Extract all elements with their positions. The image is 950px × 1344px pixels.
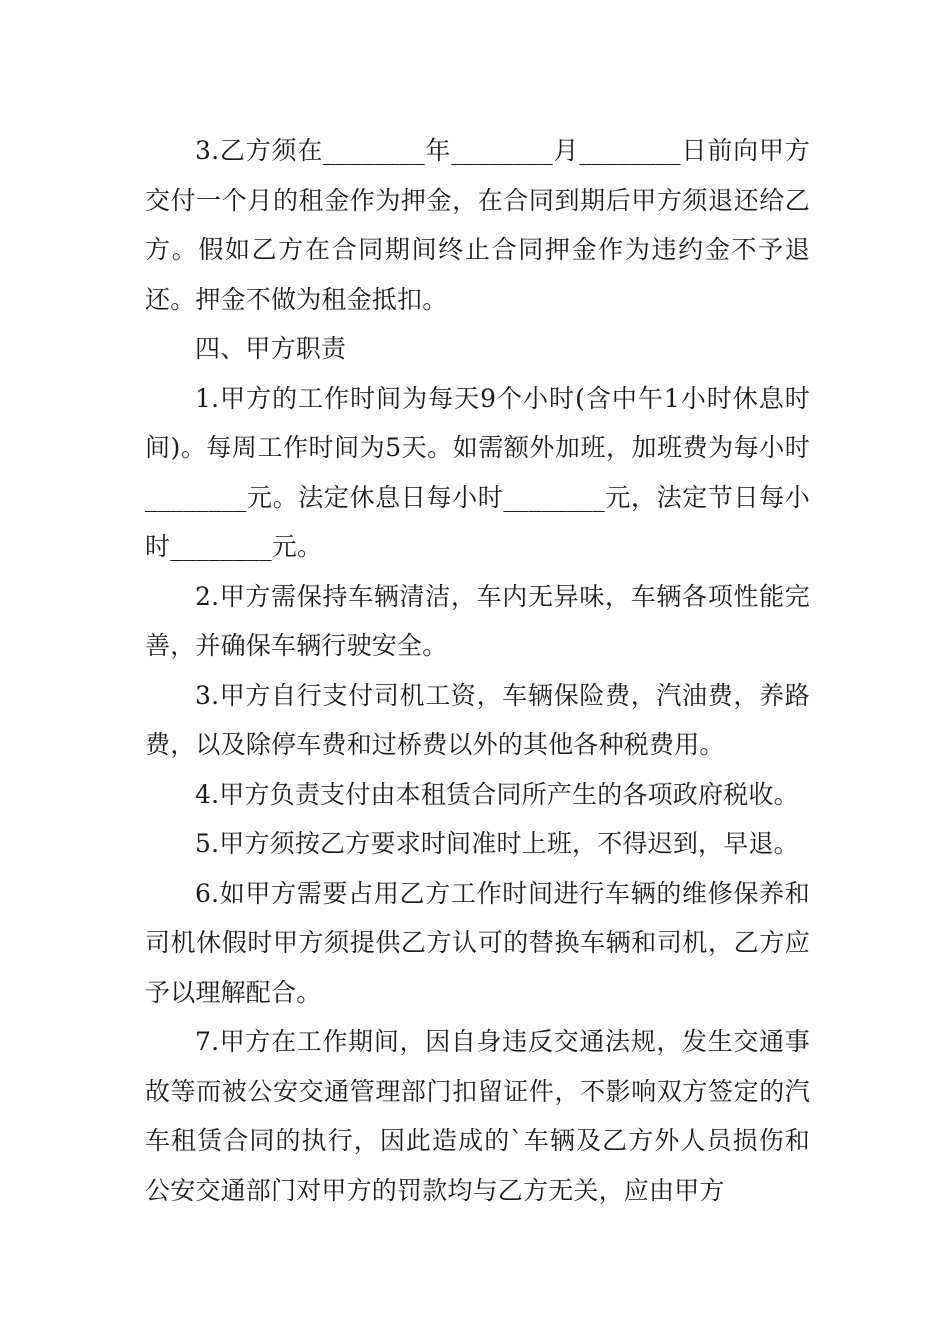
paragraph-working-hours: 1.甲方的工作时间为每天9个小时(含中午1小时休息时间)。每周工作时间为5天。如需额外加班，加班费为每小时________元。法定休息日每小时________元，法定节日每小时________元。 — [145, 383, 810, 561]
paragraph-deposit: 3.乙方须在________年________月________日前向甲方交付一个月的租金作为押金，在合同到期后甲方须退还给乙方。假如乙方在合同期间终止合同押金作为违约金不予退还。押金不做为租金抵扣。 — [145, 136, 810, 314]
paragraph-driver-costs: 3.甲方自行支付司机工资，车辆保险费，汽油费，养路费，以及除停车费和过桥费以外的其他各种税费用。 — [145, 680, 810, 759]
document-body — [145, 126, 810, 1215]
paragraph-government-taxes: 4.甲方负责支付由本租赁合同所产生的各项政府税收。 — [195, 779, 799, 809]
paragraph-traffic-violations: 7.甲方在工作期间，因自身违反交通法规，发生交通事故等而被公安交通管理部门扣留证件，不影响双方签定的汽车租赁合同的执行，因此造成的`车辆及乙方外人员损伤和公安交通部门对甲方的罚款均与乙方无关，应由甲方 — [145, 1027, 810, 1205]
paragraph-punctuality: 5.甲方须按乙方要求时间准时上班，不得迟到，早退。 — [195, 829, 799, 858]
section-heading-party-a-duties: 四、甲方职责 — [195, 334, 347, 363]
paragraph-vehicle-cleanliness: 2.甲方需保持车辆清洁，车内无异味，车辆各项性能完善，并确保车辆行驶安全。 — [145, 581, 810, 660]
paragraph-replacement-vehicle: 6.如甲方需要占用乙方工作时间进行车辆的维修保养和司机休假时甲方须提供乙方认可的替换车辆和司机，乙方应予以理解配合。 — [145, 878, 810, 1007]
